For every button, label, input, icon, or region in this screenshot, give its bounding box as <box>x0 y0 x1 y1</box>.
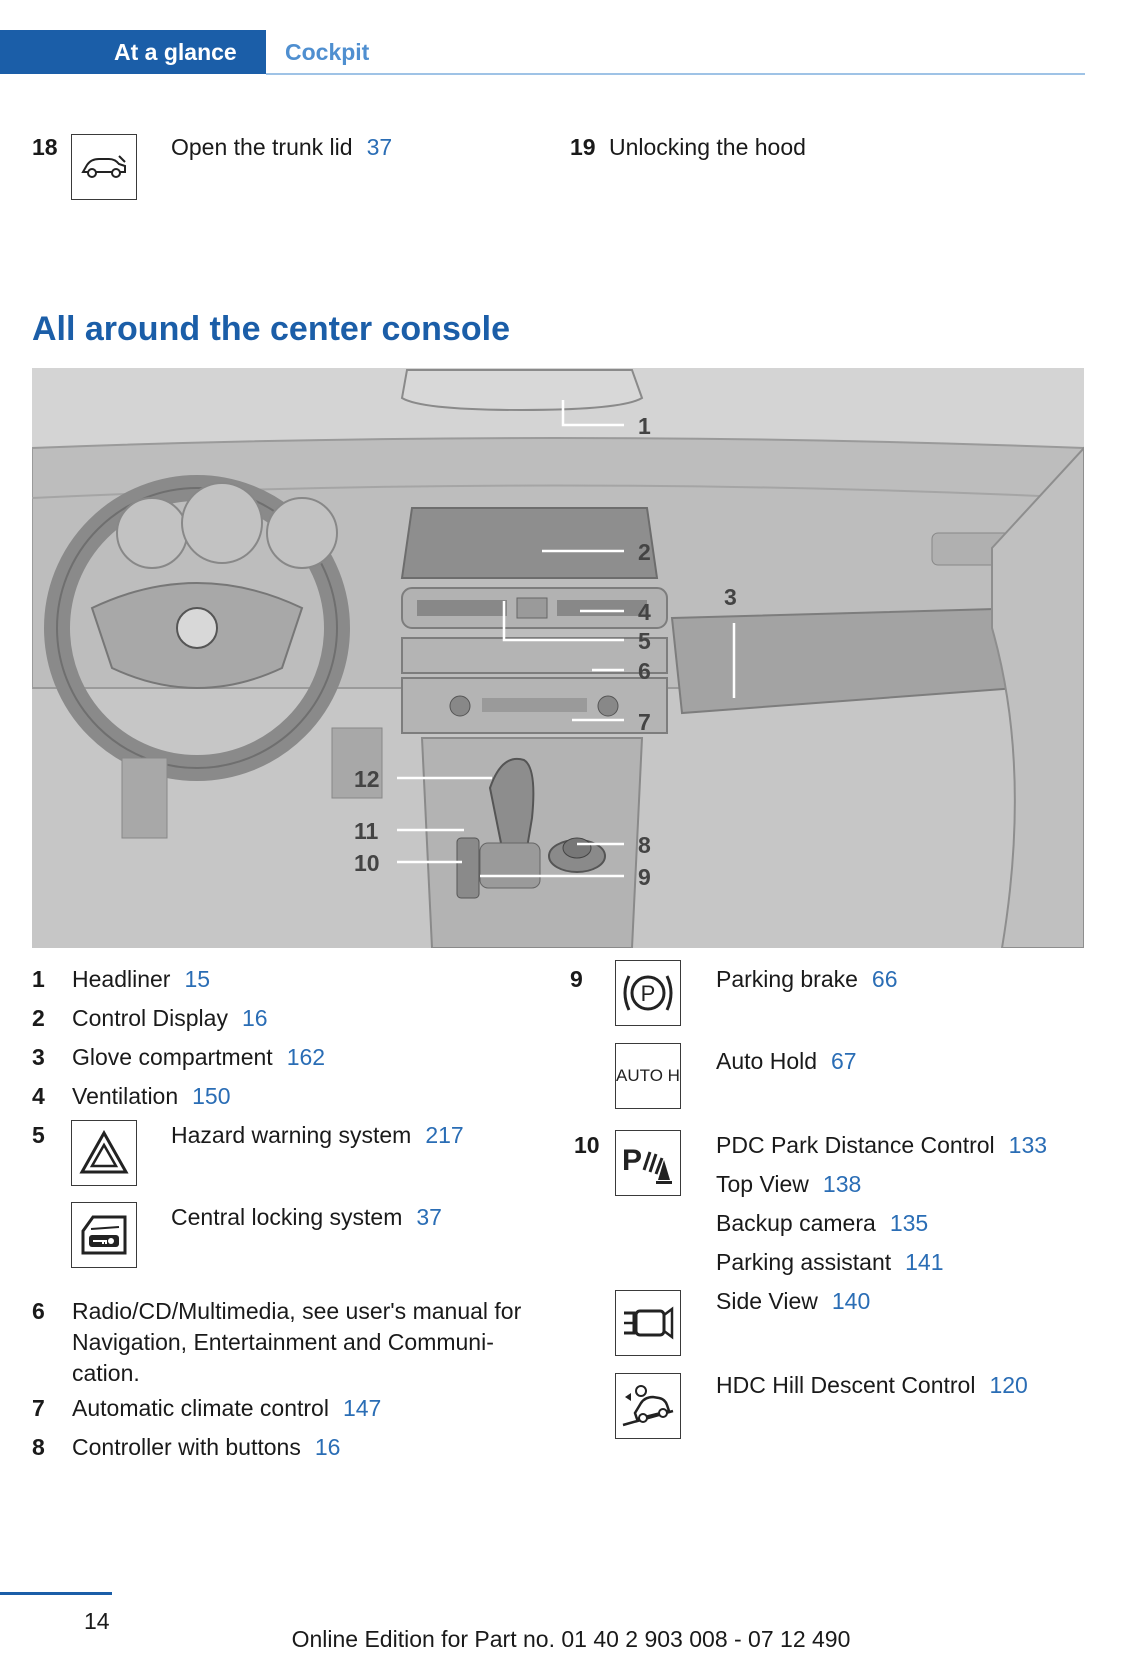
auto-hold-icon <box>615 1043 681 1109</box>
item-number: 19 <box>570 134 596 160</box>
item-label: Automatic climate control 147 <box>72 1395 382 1421</box>
callout-12: 12 <box>354 766 380 792</box>
tab-at-a-glance[interactable]: At a glance <box>0 30 266 74</box>
item-label: Headliner 15 <box>72 966 211 992</box>
page-ref-link[interactable]: 217 <box>425 1122 464 1148</box>
item-label: Ventilation 150 <box>72 1083 231 1109</box>
callout-3: 3 <box>724 584 737 610</box>
item-number: 1 <box>32 966 45 992</box>
item-label: Controller with buttons 16 <box>72 1434 341 1460</box>
center-console-illustration <box>32 368 1084 948</box>
item-label: PDC Park Distance Control 133 <box>716 1132 1048 1158</box>
section-title: All around the center console <box>32 310 510 348</box>
item-label: Open the trunk lid 37 <box>171 134 393 160</box>
item-label: Control Display 16 <box>72 1005 268 1031</box>
item-label: Parking assistant 141 <box>716 1249 944 1275</box>
item-number: 2 <box>32 1005 45 1031</box>
callout-4: 4 <box>638 599 651 625</box>
item-number: 18 <box>32 134 58 160</box>
page-ref-link[interactable]: 141 <box>905 1249 944 1275</box>
door-lock-icon <box>71 1202 137 1268</box>
item-number: 7 <box>32 1395 45 1421</box>
svg-text:P: P <box>622 1144 643 1177</box>
page-ref-link[interactable]: 37 <box>416 1204 442 1230</box>
item-label: Top View 138 <box>716 1171 862 1197</box>
pdc-icon <box>615 1130 681 1196</box>
page-ref-link[interactable]: 133 <box>1008 1132 1048 1158</box>
auto-hold-icon-text: AUTO H <box>616 1066 680 1085</box>
page-ref-link[interactable]: 120 <box>989 1372 1028 1398</box>
page-ref-link[interactable]: 15 <box>184 966 211 992</box>
page-ref-link[interactable]: 150 <box>192 1083 231 1109</box>
page-ref-link[interactable]: 138 <box>822 1171 862 1197</box>
item-number: 5 <box>32 1122 45 1148</box>
item-label: Hazard warning system 217 <box>171 1122 464 1148</box>
callout-1: 1 <box>638 413 651 439</box>
callout-8: 8 <box>638 832 651 858</box>
item-label: Parking brake 66 <box>716 966 898 992</box>
callout-2: 2 <box>638 539 651 565</box>
page-ref-link[interactable]: 16 <box>241 1005 268 1031</box>
page-ref-link[interactable]: 140 <box>831 1288 871 1314</box>
hazard-triangle-icon <box>71 1120 137 1186</box>
item-label: Unlocking the hood <box>609 134 806 160</box>
callout-10: 10 <box>354 850 380 876</box>
page-ref-link[interactable]: 162 <box>286 1044 326 1070</box>
side-view-camera-icon <box>615 1290 681 1356</box>
item-number: 9 <box>570 966 583 992</box>
page-ref-link[interactable]: 66 <box>871 966 898 992</box>
edition-footer: Online Edition for Part no. 01 40 2 903 008 - 07 12 490 <box>291 1626 851 1652</box>
page-ref-link[interactable]: 147 <box>342 1395 382 1421</box>
item-label: Glove compartment 162 <box>72 1044 326 1070</box>
page-ref-link[interactable]: 67 <box>831 1048 857 1074</box>
footer-divider <box>0 1592 112 1595</box>
page-ref-link[interactable]: 37 <box>366 134 393 160</box>
page-number: 14 <box>84 1608 110 1634</box>
item-label: Side View 140 <box>716 1288 871 1314</box>
trunk-car-icon <box>71 134 137 200</box>
item-number: 10 <box>574 1132 600 1158</box>
item-number: 4 <box>32 1083 45 1109</box>
callout-6: 6 <box>638 658 651 684</box>
page-ref-link[interactable]: 135 <box>889 1210 929 1236</box>
svg-text:P: P <box>640 981 656 1006</box>
item-label: Auto Hold 67 <box>716 1048 857 1074</box>
item-label: HDC Hill Descent Control 120 <box>716 1372 1028 1398</box>
parking-brake-icon <box>615 960 681 1026</box>
header-divider <box>266 73 1085 75</box>
callout-7: 7 <box>638 709 651 735</box>
tab-cockpit[interactable]: Cockpit <box>285 39 370 65</box>
hill-descent-icon <box>615 1373 681 1439</box>
callout-9: 9 <box>638 864 651 890</box>
page-ref-link[interactable]: 16 <box>314 1434 341 1460</box>
item-number: 8 <box>32 1434 45 1460</box>
callout-5: 5 <box>638 628 651 654</box>
item-label-multiline: Radio/CD/Multimedia, see user's manual for Navigation, Entertainment and Communi-cation. <box>72 1298 522 1386</box>
item-number: 3 <box>32 1044 45 1070</box>
item-number: 6 <box>32 1298 45 1324</box>
callout-11: 11 <box>354 818 379 844</box>
item-label: Central locking system 37 <box>171 1204 442 1230</box>
item-label: Backup camera 135 <box>716 1210 929 1236</box>
